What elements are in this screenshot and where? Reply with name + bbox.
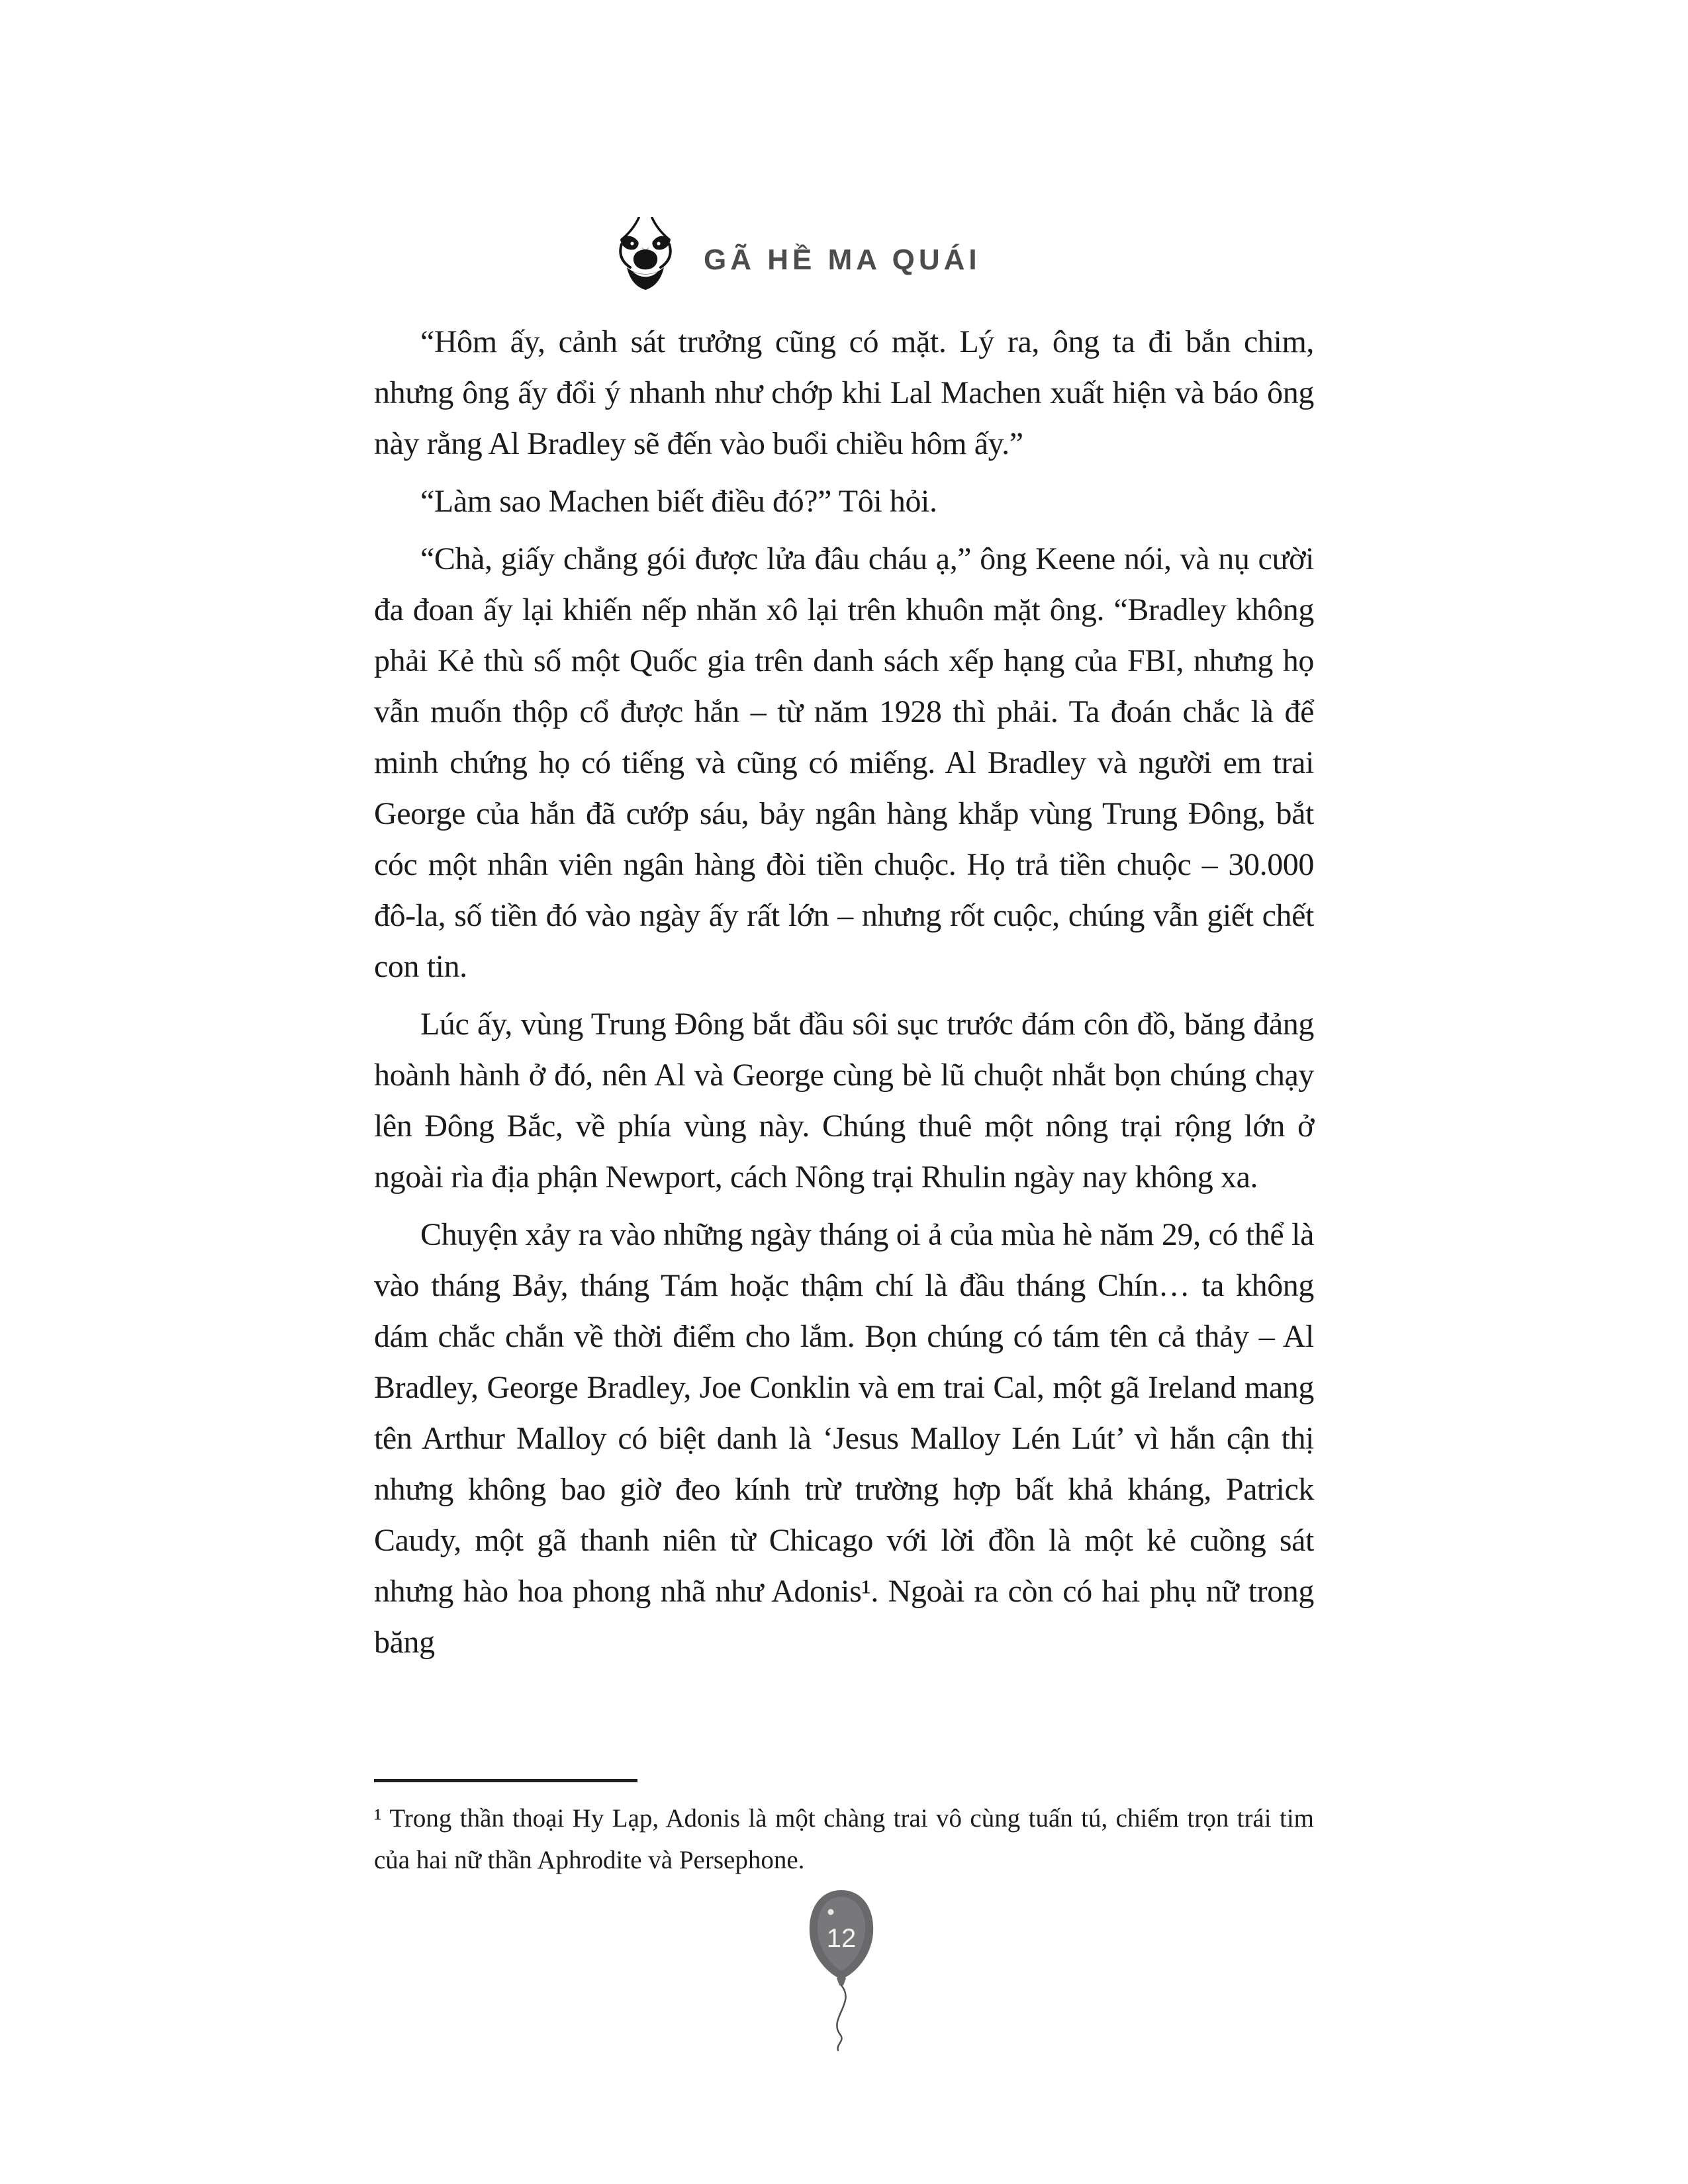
- clown-face-icon: [612, 217, 679, 300]
- body-text: [374, 316, 1314, 1674]
- footnote-text: ¹ Trong thần thoại Hy Lạp, Adonis là một chàng trai vô cùng tuấn tú, chiếm trọn trái tim của hai nữ thần Aphrodite và Persephone.: [374, 1804, 1314, 1874]
- paragraph: Lúc ấy, vùng Trung Đông bắt đầu sôi sục trước đám côn đồ, băng đảng hoành hành ở đó, nên Al và George cùng bè lũ chuột nhắt bọn chúng chạy lên Đông Bắc, về phía vùng này. Chúng thuê một nông trại rộng lớn ở ngoài rìa địa phận Newport, cách Nông trại Rhulin ngày nay không xa.: [374, 1007, 1314, 1195]
- paragraph: Chuyện xảy ra vào những ngày tháng oi ả của mùa hè năm 29, có thể là vào tháng Bảy, tháng Tám hoặc thậm chí là đầu tháng Chín… ta không dám chắc chắn về thời điểm cho lắm. Bọn chúng có tám tên cả thảy – Al Bradley, George Bradley, Joe Conklin và em trai Cal, một gã Ireland mang tên Arthur Malloy có biệt danh là ‘Jesus Malloy Lén Lút’ vì hắn cận thị nhưng không bao giờ đeo kính trừ trường hợp bất khả kháng, Patrick Caudy, một gã thanh niên từ Chicago với lời đồn là một kẻ cuồng sát nhưng hào hoa phong nhã như Adonis¹. Ngoài ra còn có hai phụ nữ trong băng: [374, 1217, 1314, 1660]
- paragraph: “Làm sao Machen biết điều đó?” Tôi hỏi.: [420, 484, 937, 519]
- paragraph: “Hôm ấy, cảnh sát trưởng cũng có mặt. Lý ra, ông ta đi bắn chim, nhưng ông ấy đổi ý nhanh như chớp khi Lal Machen xuất hiện và báo ông này rằng Al Bradley sẽ đến vào buổi chiều hôm ấy.”: [374, 324, 1314, 461]
- footnote-divider: [374, 1779, 637, 1782]
- page-header: [612, 217, 981, 300]
- balloon-icon: [801, 1889, 882, 2052]
- page-number: 12: [826, 1924, 857, 1953]
- paragraph: “Chà, giấy chẳng gói được lửa đâu cháu ạ,” ông Keene nói, và nụ cười đa đoan ấy lại khiến nếp nhăn xô lại trên khuôn mặt ông. “Bradley không phải Kẻ thù số một Quốc gia trên danh sách xếp hạng của FBI, nhưng họ vẫn muốn thộp cổ được hắn – từ năm 1928 thì phải. Ta đoán chắc là để minh chứng họ có tiếng và cũng có miếng. Al Bradley và người em trai George của hắn đã cướp sáu, bảy ngân hàng khắp vùng Trung Đông, bắt cóc một nhân viên ngân hàng đòi tiền chuộc. Họ trả tiền chuộc – 30.000 đô-la, số tiền đó vào ngày ấy rất lớn – nhưng rốt cuộc, chúng vẫn giết chết con tin.: [374, 541, 1314, 984]
- page-title: GÃ HỀ MA QUÁI: [704, 244, 981, 276]
